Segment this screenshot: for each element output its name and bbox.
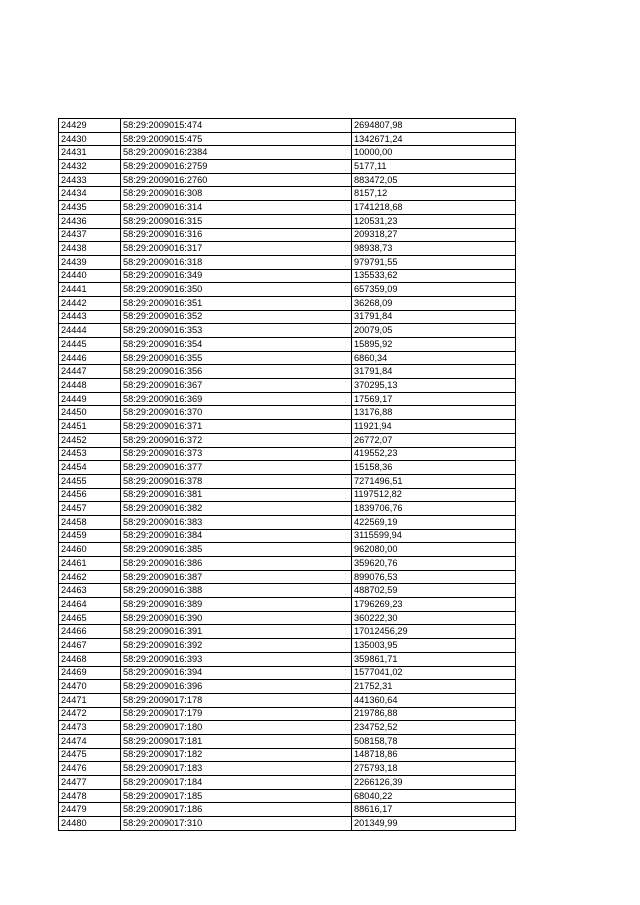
cadastral-number-cell: 58:29:2009015:474: [121, 119, 352, 133]
cadastral-number-cell: 58:29:2009016:318: [121, 255, 352, 269]
cadastral-number-cell: 58:29:2009017:183: [121, 762, 352, 776]
cadastral-number-cell: 58:29:2009016:2760: [121, 173, 352, 187]
amount-cell: 359620,76: [352, 557, 516, 571]
row-id-cell: 24468: [59, 652, 121, 666]
table-row: [59, 557, 516, 571]
cadastral-number-cell: 58:29:2009016:315: [121, 214, 352, 228]
cadastral-number-cell: 58:29:2009016:308: [121, 187, 352, 201]
table-row: [59, 515, 516, 529]
amount-cell: 234752,52: [352, 721, 516, 735]
cadastral-number-cell: 58:29:2009016:372: [121, 433, 352, 447]
cadastral-number-cell: 58:29:2009016:377: [121, 461, 352, 475]
cadastral-number-cell: 58:29:2009016:389: [121, 598, 352, 612]
cadastral-number-cell: 58:29:2009016:356: [121, 365, 352, 379]
table-row: [59, 433, 516, 447]
row-id-cell: 24430: [59, 132, 121, 146]
row-id-cell: 24462: [59, 570, 121, 584]
cadastral-number-cell: 58:29:2009016:2759: [121, 160, 352, 174]
cadastral-number-cell: 58:29:2009016:387: [121, 570, 352, 584]
table-row: [59, 406, 516, 420]
cadastral-number-cell: 58:29:2009016:349: [121, 269, 352, 283]
row-id-cell: 24449: [59, 392, 121, 406]
cadastral-number-cell: 58:29:2009016:369: [121, 392, 352, 406]
amount-cell: 962080,00: [352, 543, 516, 557]
row-id-cell: 24443: [59, 310, 121, 324]
amount-cell: 359861,71: [352, 652, 516, 666]
table-row: [59, 461, 516, 475]
row-id-cell: 24478: [59, 789, 121, 803]
amount-cell: 419552,23: [352, 447, 516, 461]
cadastral-number-cell: 58:29:2009016:390: [121, 611, 352, 625]
amount-cell: 2694807,98: [352, 119, 516, 133]
table-row: [59, 543, 516, 557]
row-id-cell: 24463: [59, 584, 121, 598]
cadastral-number-cell: 58:29:2009016:2384: [121, 146, 352, 160]
cadastral-number-cell: 58:29:2009016:385: [121, 543, 352, 557]
amount-cell: 17569,17: [352, 392, 516, 406]
table-row: [59, 488, 516, 502]
row-id-cell: 24435: [59, 201, 121, 215]
cadastral-number-cell: 58:29:2009016:316: [121, 228, 352, 242]
table-row: [59, 201, 516, 215]
table-row: [59, 817, 516, 831]
row-id-cell: 24480: [59, 817, 121, 831]
table-row: [59, 803, 516, 817]
amount-cell: 1839706,76: [352, 502, 516, 516]
row-id-cell: 24456: [59, 488, 121, 502]
row-id-cell: 24436: [59, 214, 121, 228]
row-id-cell: 24460: [59, 543, 121, 557]
table-row: [59, 242, 516, 256]
table-row: [59, 776, 516, 790]
table-row: [59, 324, 516, 338]
table-row: [59, 420, 516, 434]
table-row: [59, 160, 516, 174]
cadastral-number-cell: 58:29:2009017:182: [121, 748, 352, 762]
cadastral-number-cell: 58:29:2009016:350: [121, 283, 352, 297]
table-row: [59, 762, 516, 776]
cadastral-number-cell: 58:29:2009016:394: [121, 666, 352, 680]
amount-cell: 370295,13: [352, 379, 516, 393]
table-row: [59, 173, 516, 187]
row-id-cell: 24432: [59, 160, 121, 174]
cadastral-number-cell: 58:29:2009016:370: [121, 406, 352, 420]
cadastral-number-cell: 58:29:2009017:178: [121, 693, 352, 707]
row-id-cell: 24437: [59, 228, 121, 242]
table-row: [59, 721, 516, 735]
row-id-cell: 24455: [59, 474, 121, 488]
row-id-cell: 24440: [59, 269, 121, 283]
cadastral-number-cell: 58:29:2009016:317: [121, 242, 352, 256]
cadastral-number-cell: 58:29:2009016:396: [121, 680, 352, 694]
row-id-cell: 24451: [59, 420, 121, 434]
amount-cell: 3115599,94: [352, 529, 516, 543]
table-row: [59, 680, 516, 694]
row-id-cell: 24471: [59, 693, 121, 707]
row-id-cell: 24461: [59, 557, 121, 571]
row-id-cell: 24475: [59, 748, 121, 762]
table-row: [59, 338, 516, 352]
table-row: [59, 296, 516, 310]
cadastral-number-cell: 58:29:2009016:386: [121, 557, 352, 571]
row-id-cell: 24441: [59, 283, 121, 297]
amount-cell: 360222,30: [352, 611, 516, 625]
amount-cell: 98938,73: [352, 242, 516, 256]
amount-cell: 36268,09: [352, 296, 516, 310]
amount-cell: 422569,19: [352, 515, 516, 529]
cadastral-number-cell: 58:29:2009016:383: [121, 515, 352, 529]
table-row: [59, 119, 516, 133]
table-row: [59, 146, 516, 160]
table-row: [59, 707, 516, 721]
cadastral-number-cell: 58:29:2009017:310: [121, 817, 352, 831]
table-row: [59, 502, 516, 516]
cadastral-number-cell: 58:29:2009016:392: [121, 639, 352, 653]
table-row: [59, 639, 516, 653]
table-row: [59, 351, 516, 365]
table-row: [59, 625, 516, 639]
cadastral-number-cell: 58:29:2009016:388: [121, 584, 352, 598]
amount-cell: 135003,95: [352, 639, 516, 653]
table-row: [59, 310, 516, 324]
table-row: [59, 365, 516, 379]
cadastral-number-cell: 58:29:2009016:351: [121, 296, 352, 310]
amount-cell: 68040,22: [352, 789, 516, 803]
row-id-cell: 24479: [59, 803, 121, 817]
table-row: [59, 187, 516, 201]
table-row: [59, 570, 516, 584]
amount-cell: 31791,84: [352, 310, 516, 324]
row-id-cell: 24465: [59, 611, 121, 625]
amount-cell: 883472,05: [352, 173, 516, 187]
table-row: [59, 789, 516, 803]
amount-cell: 1741218,68: [352, 201, 516, 215]
cadastral-number-cell: 58:29:2009017:186: [121, 803, 352, 817]
amount-cell: 5177,11: [352, 160, 516, 174]
row-id-cell: 24470: [59, 680, 121, 694]
amount-cell: 441360,64: [352, 693, 516, 707]
table-row: [59, 734, 516, 748]
row-id-cell: 24450: [59, 406, 121, 420]
table-row: [59, 474, 516, 488]
amount-cell: 275793,18: [352, 762, 516, 776]
row-id-cell: 24457: [59, 502, 121, 516]
cadastral-number-cell: 58:29:2009016:353: [121, 324, 352, 338]
amount-cell: 6860,34: [352, 351, 516, 365]
row-id-cell: 24442: [59, 296, 121, 310]
amount-cell: 508158,78: [352, 734, 516, 748]
row-id-cell: 24452: [59, 433, 121, 447]
row-id-cell: 24445: [59, 338, 121, 352]
amount-cell: 15158,36: [352, 461, 516, 475]
table-row: [59, 283, 516, 297]
cadastral-number-cell: 58:29:2009017:184: [121, 776, 352, 790]
row-id-cell: 24459: [59, 529, 121, 543]
table-row: [59, 132, 516, 146]
amount-cell: 31791,84: [352, 365, 516, 379]
table-row: [59, 611, 516, 625]
cadastral-number-cell: 58:29:2009017:181: [121, 734, 352, 748]
table-row: [59, 693, 516, 707]
row-id-cell: 24454: [59, 461, 121, 475]
row-id-cell: 24453: [59, 447, 121, 461]
amount-cell: 15895,92: [352, 338, 516, 352]
cadastral-number-cell: 58:29:2009015:475: [121, 132, 352, 146]
amount-cell: 20079,05: [352, 324, 516, 338]
data-table: [58, 118, 516, 831]
amount-cell: 7271496,51: [352, 474, 516, 488]
row-id-cell: 24447: [59, 365, 121, 379]
table-row: [59, 598, 516, 612]
cadastral-number-cell: 58:29:2009016:381: [121, 488, 352, 502]
amount-cell: 1796269,23: [352, 598, 516, 612]
cadastral-number-cell: 58:29:2009016:371: [121, 420, 352, 434]
table-row: [59, 269, 516, 283]
amount-cell: 979791,55: [352, 255, 516, 269]
amount-cell: 657359,09: [352, 283, 516, 297]
amount-cell: 135533,62: [352, 269, 516, 283]
table-row: [59, 447, 516, 461]
row-id-cell: 24438: [59, 242, 121, 256]
table-row: [59, 529, 516, 543]
row-id-cell: 24476: [59, 762, 121, 776]
amount-cell: 1577041,02: [352, 666, 516, 680]
cadastral-number-cell: 58:29:2009016:393: [121, 652, 352, 666]
table-row: [59, 584, 516, 598]
table-body: [59, 119, 516, 831]
amount-cell: 13176,88: [352, 406, 516, 420]
cadastral-number-cell: 58:29:2009016:373: [121, 447, 352, 461]
row-id-cell: 24433: [59, 173, 121, 187]
table-row: [59, 255, 516, 269]
amount-cell: 17012456,29: [352, 625, 516, 639]
amount-cell: 2266126,39: [352, 776, 516, 790]
table-row: [59, 652, 516, 666]
cadastral-number-cell: 58:29:2009016:384: [121, 529, 352, 543]
amount-cell: 488702,59: [352, 584, 516, 598]
cadastral-number-cell: 58:29:2009016:314: [121, 201, 352, 215]
amount-cell: 120531,23: [352, 214, 516, 228]
table-row: [59, 379, 516, 393]
cadastral-number-cell: 58:29:2009016:355: [121, 351, 352, 365]
amount-cell: 11921,94: [352, 420, 516, 434]
row-id-cell: 24444: [59, 324, 121, 338]
cadastral-number-cell: 58:29:2009017:185: [121, 789, 352, 803]
row-id-cell: 24469: [59, 666, 121, 680]
amount-cell: 209318,27: [352, 228, 516, 242]
row-id-cell: 24439: [59, 255, 121, 269]
table-row: [59, 392, 516, 406]
row-id-cell: 24429: [59, 119, 121, 133]
cadastral-number-cell: 58:29:2009016:352: [121, 310, 352, 324]
cadastral-number-cell: 58:29:2009017:179: [121, 707, 352, 721]
cadastral-number-cell: 58:29:2009016:382: [121, 502, 352, 516]
row-id-cell: 24466: [59, 625, 121, 639]
cadastral-number-cell: 58:29:2009016:391: [121, 625, 352, 639]
amount-cell: 88616,17: [352, 803, 516, 817]
row-id-cell: 24474: [59, 734, 121, 748]
amount-cell: 148718,86: [352, 748, 516, 762]
row-id-cell: 24431: [59, 146, 121, 160]
row-id-cell: 24458: [59, 515, 121, 529]
table-row: [59, 228, 516, 242]
amount-cell: 26772,07: [352, 433, 516, 447]
row-id-cell: 24473: [59, 721, 121, 735]
amount-cell: 1197512,82: [352, 488, 516, 502]
row-id-cell: 24446: [59, 351, 121, 365]
row-id-cell: 24472: [59, 707, 121, 721]
row-id-cell: 24464: [59, 598, 121, 612]
amount-cell: 10000,00: [352, 146, 516, 160]
row-id-cell: 24434: [59, 187, 121, 201]
row-id-cell: 24448: [59, 379, 121, 393]
row-id-cell: 24477: [59, 776, 121, 790]
row-id-cell: 24467: [59, 639, 121, 653]
table-row: [59, 748, 516, 762]
table-row: [59, 666, 516, 680]
amount-cell: 1342671,24: [352, 132, 516, 146]
cadastral-number-cell: 58:29:2009016:354: [121, 338, 352, 352]
cadastral-number-cell: 58:29:2009016:367: [121, 379, 352, 393]
amount-cell: 219786,88: [352, 707, 516, 721]
table-row: [59, 214, 516, 228]
amount-cell: 201349,99: [352, 817, 516, 831]
cadastral-number-cell: 58:29:2009017:180: [121, 721, 352, 735]
amount-cell: 21752,31: [352, 680, 516, 694]
amount-cell: 899076,53: [352, 570, 516, 584]
cadastral-number-cell: 58:29:2009016:378: [121, 474, 352, 488]
amount-cell: 8157,12: [352, 187, 516, 201]
